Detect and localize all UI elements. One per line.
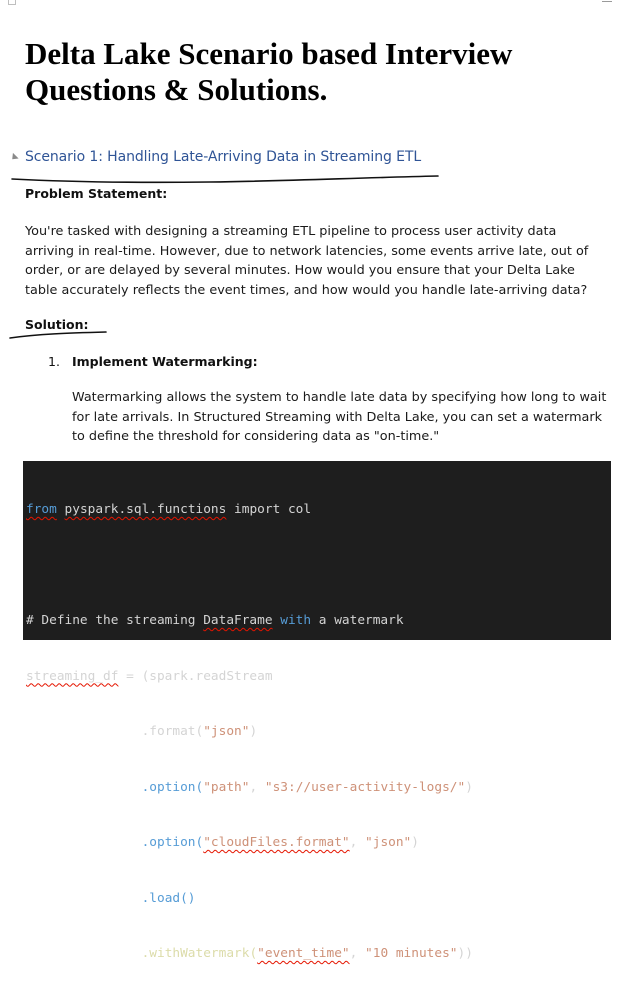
code-token: , [349, 835, 366, 850]
list-item-number: 1. [48, 354, 60, 369]
code-line [26, 557, 611, 576]
code-token: DataFrame [203, 613, 273, 628]
solution-label: Solution: [25, 317, 89, 332]
code-token: ) [249, 724, 258, 739]
scenario-heading: Scenario 1: Handling Late-Arriving Data in Streaming ETL [25, 149, 422, 165]
code-token: , [349, 946, 366, 961]
list-item-title: Implement Watermarking: [72, 354, 258, 369]
code-token: .option( [141, 779, 204, 795]
code-token: "json" [203, 724, 250, 739]
handwritten-underline [8, 328, 108, 342]
code-token: "10 minutes" [365, 946, 458, 961]
list-item-text: Watermarking allows the system to handle late data by specifying how long to wait for late arrivals. In Structured Streaming with Delta Lake, you can set a watermark to define the threshold for considering data as "on-time." [72, 390, 607, 444]
code-token: "event_time" [257, 946, 350, 961]
code-token: ) [411, 835, 419, 850]
code-line [26, 945, 611, 964]
code-token: import col [226, 502, 312, 517]
code-token: .format( [141, 724, 204, 739]
code-token: from [26, 502, 57, 517]
code-token: "path" [203, 779, 250, 795]
code-block[interactable] [23, 461, 611, 961]
problem-statement-text: You're tasked with designing a streaming ETL pipeline to process user activity data arriving in real-time. However, due to network latencies, some events arrive late, out of order, or are delayed by several minutes. How would you ensure that your Delta Lake table accurately reflects the event times, and how would you handle late-arriving data? [25, 224, 589, 298]
code-token: "cloudFiles.format" [203, 835, 350, 850]
code-line [26, 834, 611, 853]
handwritten-underline [10, 166, 440, 186]
collapse-triangle-icon[interactable] [9, 152, 18, 161]
title-line-1: Delta Lake Scenario based Interview [25, 36, 513, 71]
page-corner-mark [602, 0, 612, 2]
code-line [26, 890, 611, 909]
list-item [48, 354, 258, 369]
code-token: pyspark.sql.functions [64, 502, 227, 517]
code-token: .load() [141, 890, 196, 906]
document-title [25, 36, 625, 108]
code-token: .option( [141, 835, 204, 850]
code-line [26, 779, 611, 798]
code-line [26, 612, 611, 631]
code-token: "json" [365, 835, 412, 850]
code-token: with [280, 613, 312, 628]
code-token: # Define the streaming [26, 613, 204, 628]
code-line [26, 723, 611, 742]
code-token: a watermark [311, 613, 404, 628]
page-corner-mark [8, 0, 16, 5]
code-token: = (spark.readStream [118, 668, 273, 684]
title-line-2: Questions & Solutions. [25, 72, 328, 107]
code-token: "s3://user-activity-logs/" [264, 779, 466, 795]
code-token: streaming_df [26, 668, 119, 684]
code-token: )) [457, 946, 473, 961]
code-token: , [249, 779, 265, 795]
code-token: .withWatermark( [141, 946, 258, 961]
problem-statement-label: Problem Statement: [25, 186, 168, 201]
code-line [26, 668, 611, 687]
code-line [26, 501, 611, 520]
scenario-heading-row[interactable] [10, 147, 421, 167]
code-token: ) [465, 779, 473, 795]
